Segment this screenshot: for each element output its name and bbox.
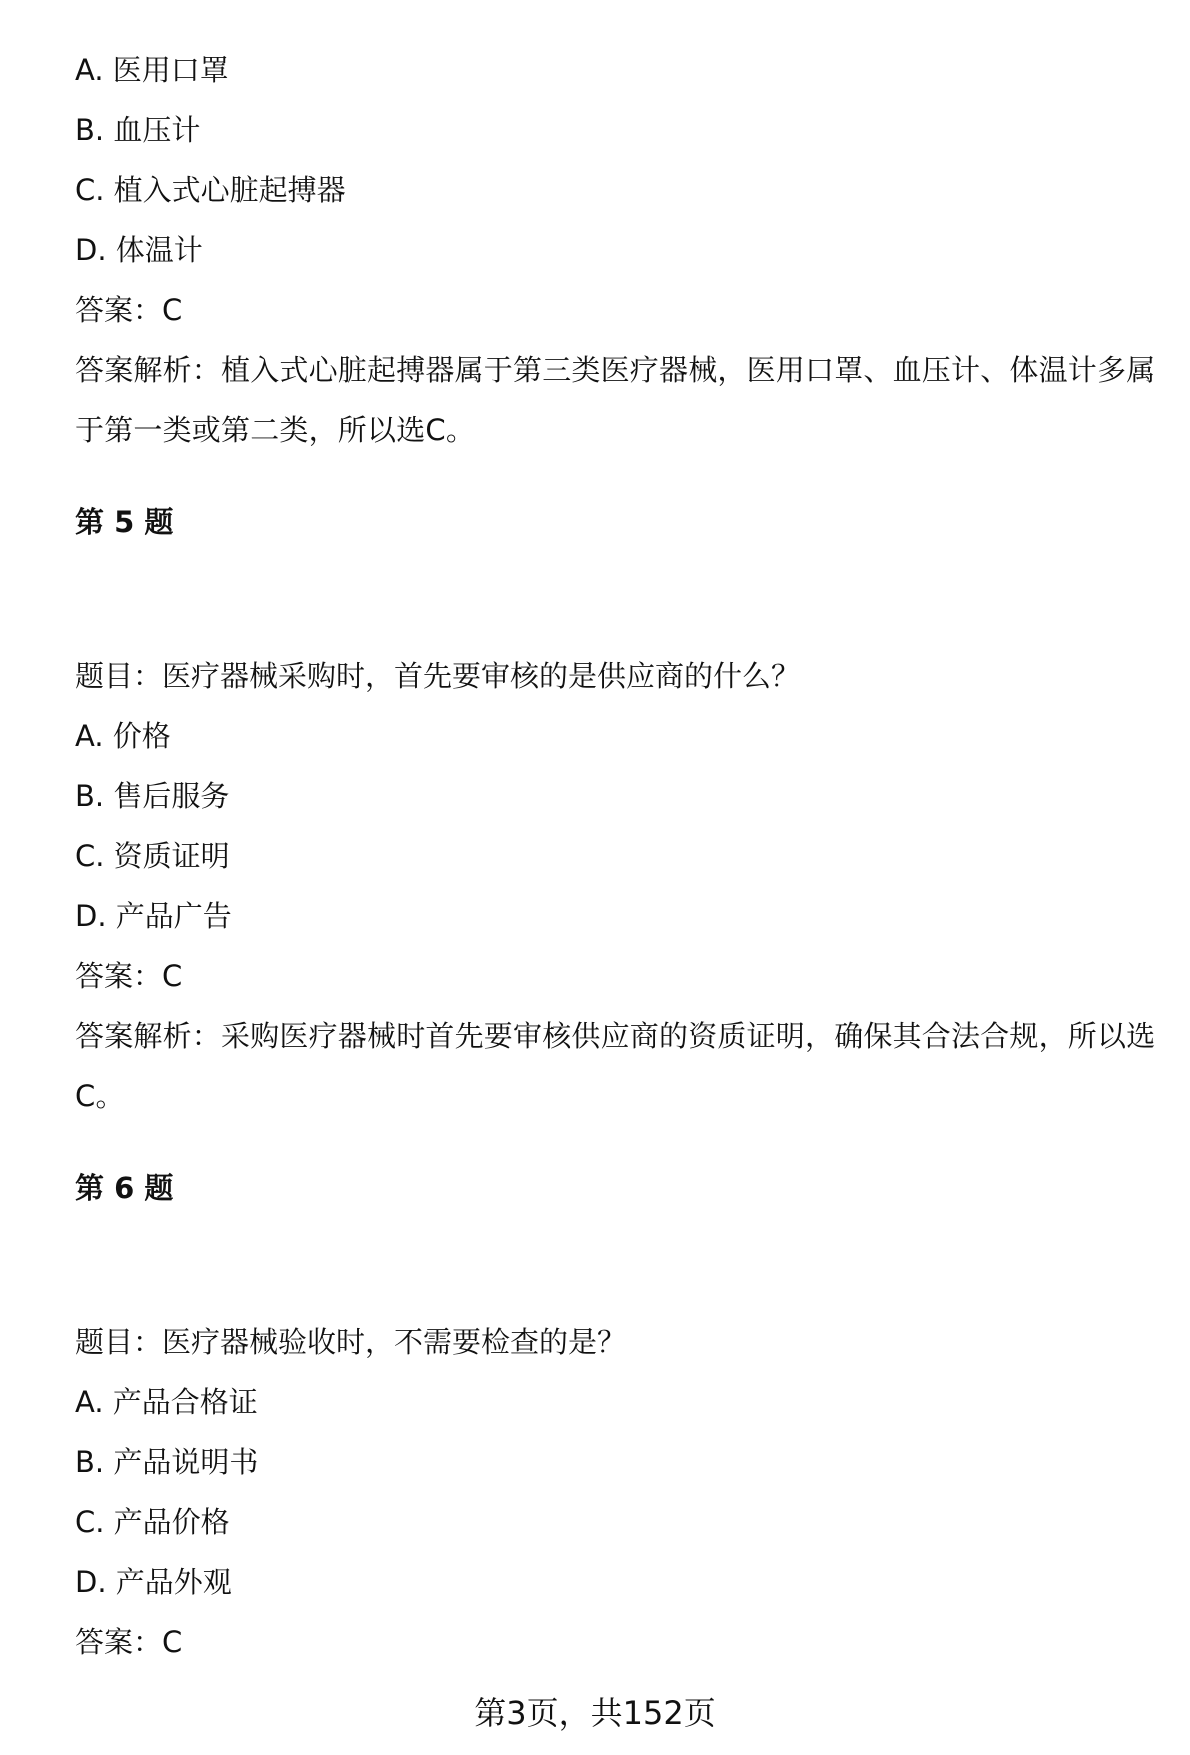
q4-answer: 答案：C [75, 293, 183, 327]
q6-answer: 答案：C [75, 1625, 183, 1659]
q6-option-b: B. 产品说明书 [75, 1445, 259, 1479]
q5-explanation: 答案解析：采购医疗器械时首先要审核供应商的资质证明，确保其合法合规，所以选C。 [75, 1019, 1156, 1113]
q5-option-b: B. 售后服务 [75, 779, 230, 813]
q4-option-c: C. 植入式心脏起搏器 [75, 173, 346, 207]
q4-explanation: 答案解析：植入式心脏起搏器属于第三类医疗器械，医用口罩、血压计、体温计多属于第一类或第二类，所以选C。 [75, 353, 1156, 447]
q6-option-c: C. 产品价格 [75, 1505, 230, 1539]
q6-option-a: A. 产品合格证 [75, 1385, 258, 1419]
q5-heading: 第 5 题 [75, 505, 174, 539]
q5-answer: 答案：C [75, 959, 183, 993]
q6-option-d: D. 产品外观 [75, 1565, 232, 1599]
q4-option-a: A. 医用口罩 [75, 53, 229, 87]
q5-option-c: C. 资质证明 [75, 839, 230, 873]
q4-option-d: D. 体温计 [75, 233, 203, 267]
q6-question: 题目：医疗器械验收时，不需要检查的是？ [75, 1325, 627, 1359]
page-indicator: 第3页，共152页 [474, 1694, 716, 1732]
q5-option-a: A. 价格 [75, 719, 171, 753]
q6-heading: 第 6 题 [75, 1171, 174, 1205]
q5-question: 题目：医疗器械采购时，首先要审核的是供应商的什么？ [75, 659, 801, 693]
q4-option-b: B. 血压计 [75, 113, 201, 147]
q5-option-d: D. 产品广告 [75, 899, 232, 933]
